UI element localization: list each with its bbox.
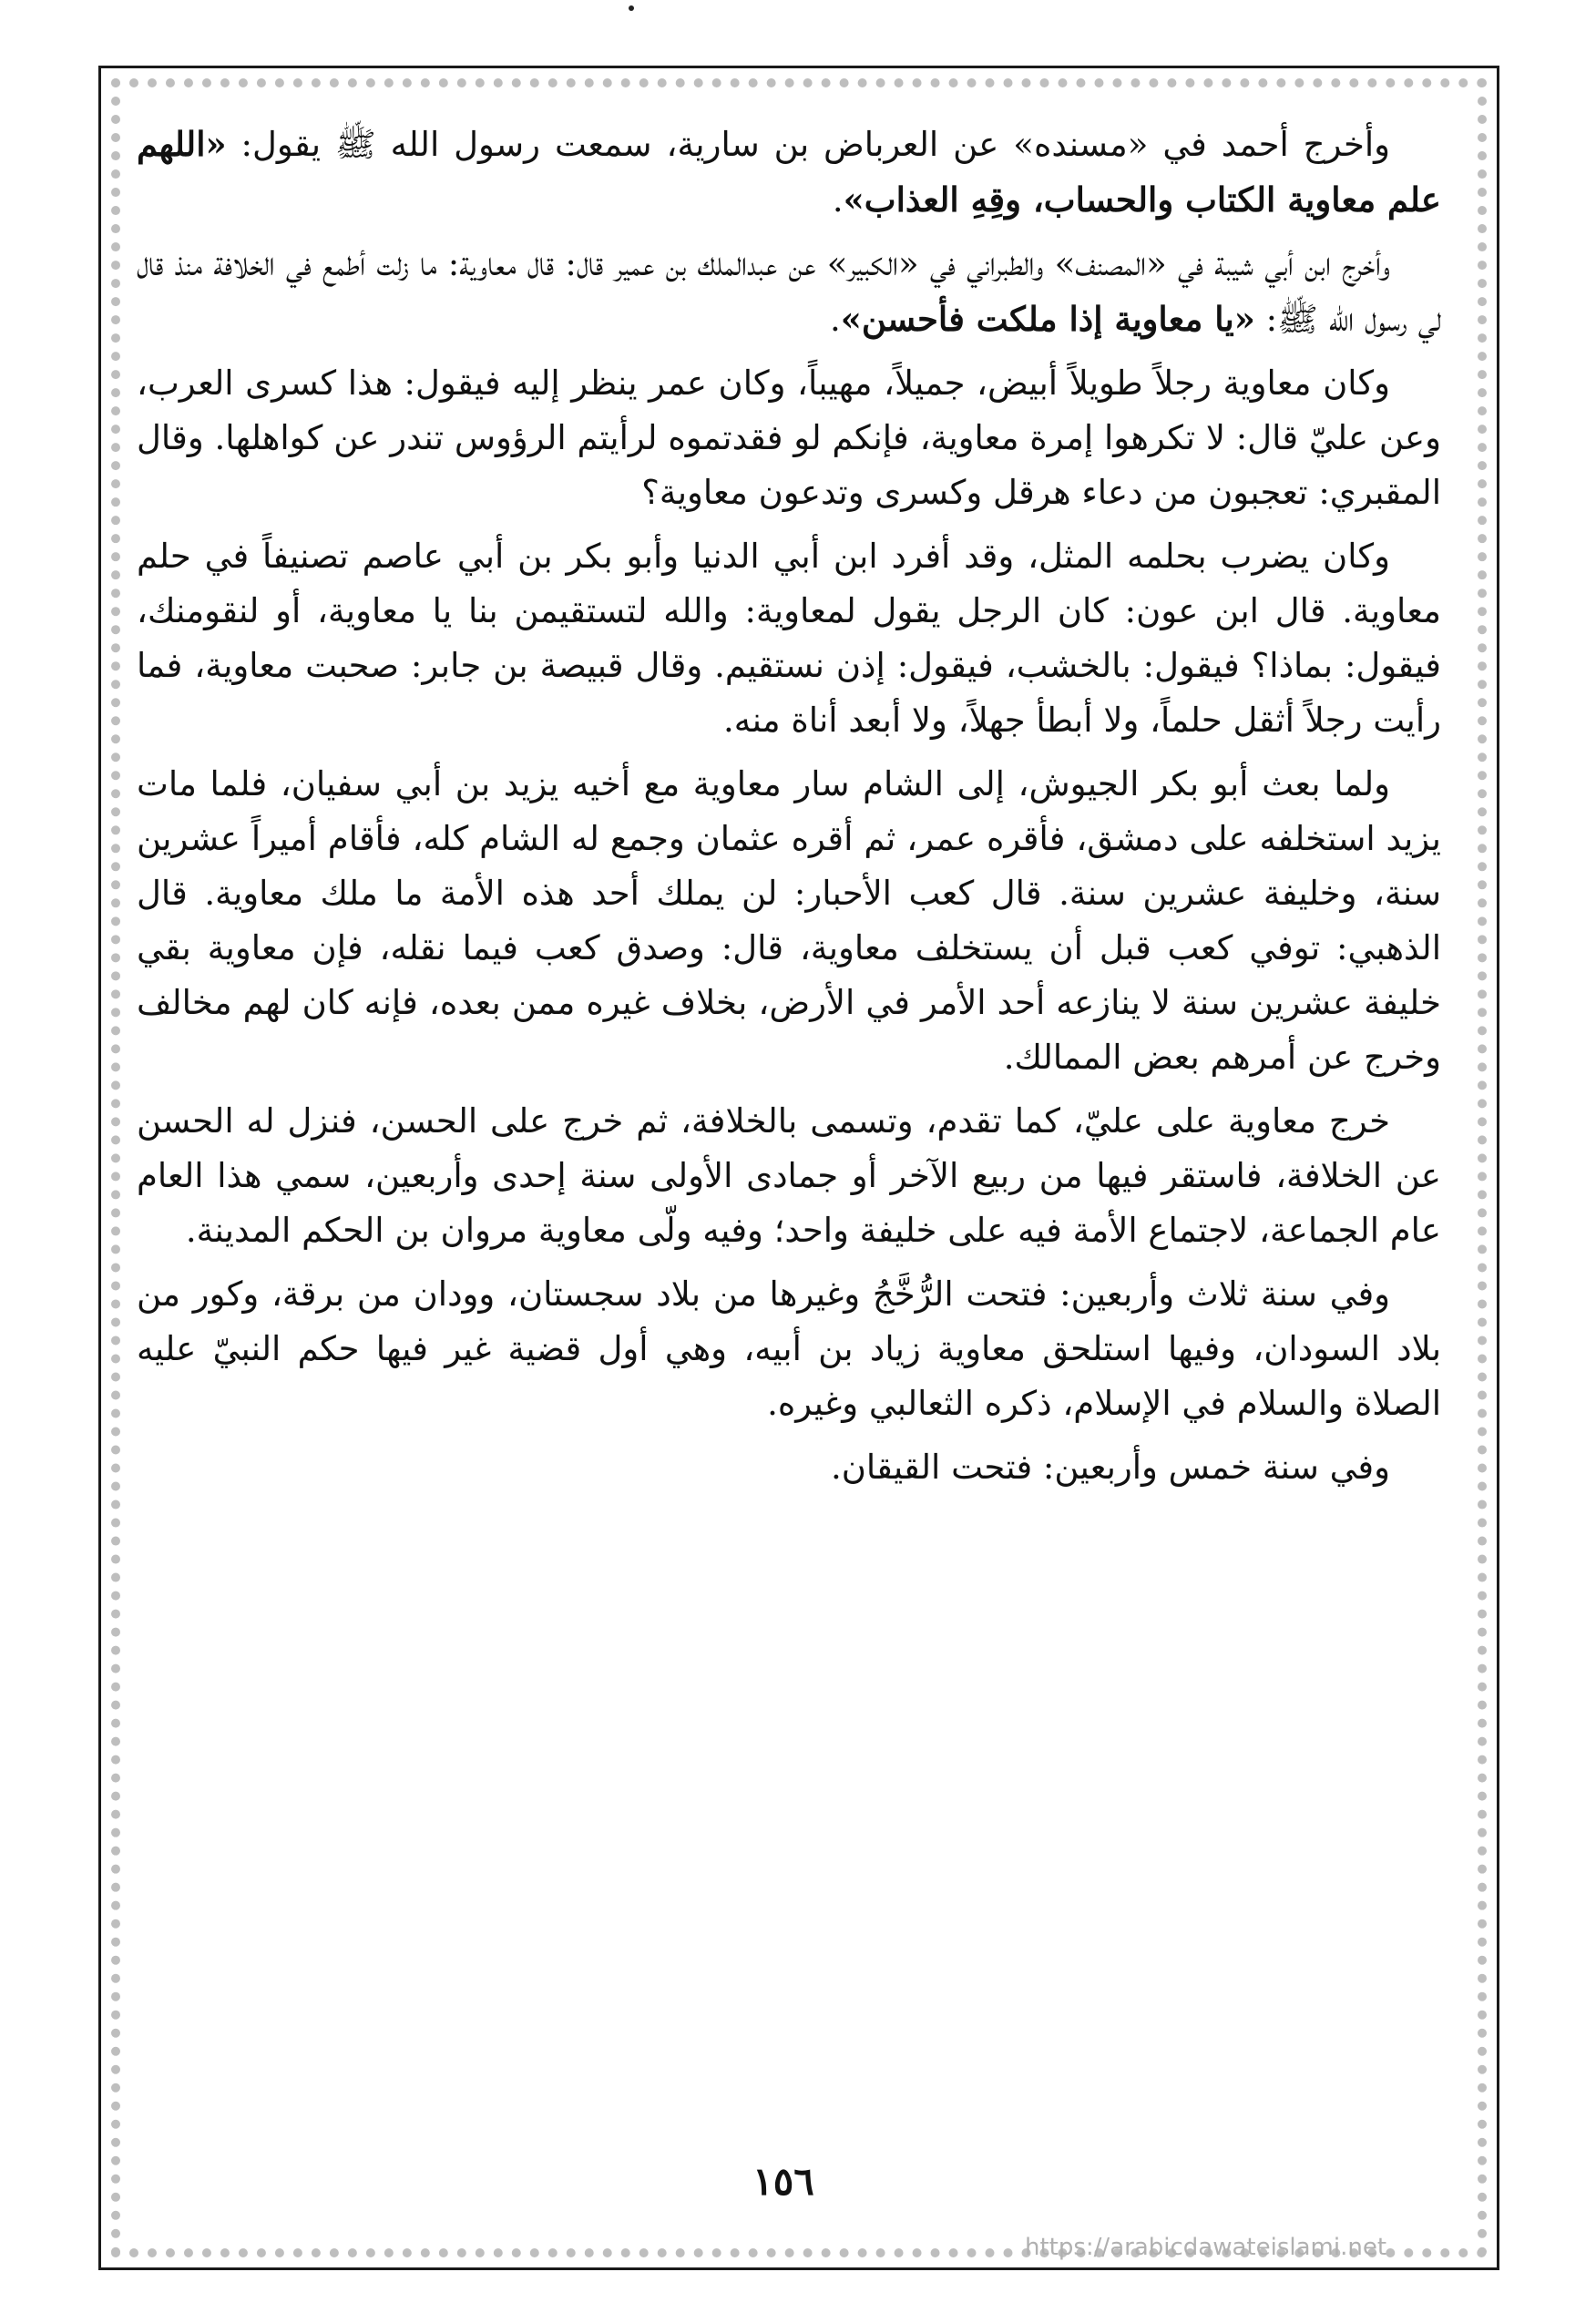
page-number: ١٥٦	[752, 2159, 814, 2204]
paragraph-5: ولما بعث أبو بكر الجيوش، إلى الشام سار معاوية مع أخيه يزيد بن أبي سفيان، فلما مات يزيد استخلفه على دمشق، فأقره عمر، ثم أقره عثمان وجمع له الشام كله، فأقام أميراً عشرين سنة، وخليفة عشرين سنة. قال كعب الأحبار: لن يملك أحد هذه الأمة ما ملك معاوية. قال الذهبي: توفي كعب قبل أن يستخلف معاوية، قال: وصدق كعب فيما نقله، فإن معاوية بقي خليفة عشرين سنة لا ينازعه أحد الأمر في الأرض، بخلاف غيره ممن بعده، فإنه كان لهم مخالف وخرج عن أمرهم بعض الممالك.	[137, 764, 1442, 1077]
paragraph-8: وفي سنة خمس وأربعين: فتحت القيقان.	[830, 1448, 1390, 1487]
body-text	[137, 117, 1441, 1504]
paragraph-1: وأخرج أحمد في «مسنده» عن العرباض بن سارية، سمعت رسول الله ﷺ يقول: «اللهم علم معاوية الكتاب والحساب، وقِهِ العذاب».	[137, 124, 1441, 220]
paragraph-7: وفي سنة ثلاث وأربعين: فتحت الرُّخَّجُ وغيرها من بلاد سجستان، وودان من برقة، وكور من بلاد السودان، وفيها استلحق معاوية زياد بن أبيه، وهي أول قضية غير فيها حكم النبيّ عليه الصلاة والسلام في الإسلام، ذكره الثعالبي وغيره.	[137, 1274, 1441, 1423]
paragraph-6: خرج معاوية على عليّ، كما تقدم، وتسمى بالخلافة، ثم خرج على الحسن، فنزل له الحسن عن الخلافة، فاستقر فيها من ربيع الآخر أو جمادى الأولى سنة إحدى وأربعين، سمي هذا العام عام الجماعة، لاجتماع الأمة فيه على خليفة واحد؛ وفيه ولّى معاوية مروان بن الحكم المدينة.	[137, 1101, 1441, 1250]
paragraph-4: وكان يضرب بحلمه المثل، وقد أفرد ابن أبي الدنيا وأبو بكر بن أبي عاصم تصنيفاً في حلم معاوية. قال ابن عون: كان الرجل يقول لمعاوية: والله لتستقيمن بنا يا معاوية، أو لنقومنك، فيقول: بماذا؟ فيقول: بالخشب، فيقول: إذن نستقيم. وقال قبيصة بن جابر: صحبت معاوية، فما رأيت رجلاً أثقل حلماً، ولا أبطأ جهلاً، ولا أبعد أناة منه.	[137, 537, 1441, 740]
paragraph-2: وأخرج ابن أبي شيبة في «المصنف» والطبراني في «الكبير» عن عبدالملك بن عمير قال: قال معاوية: ما زلت أطمع في الخلافة منذ قال لي رسول الله ﷺ: «يا معاوية إذا ملكت فأحسن».	[137, 244, 1441, 339]
ink-speck	[629, 5, 634, 11]
paragraph-3: وكان معاوية رجلاً طويلاً أبيض، جميلاً، مهيباً، وكان عمر ينظر إليه فيقول: هذا كسرى العرب، وعن عليّ قال: لا تكرهوا إمرة معاوية، فإنكم لو فقدتموه لرأيتم الرؤوس تندر عن كواهلها. وقال المقبري: تعجبون من دعاء هرقل وكسرى وتدعون معاوية؟	[137, 363, 1441, 512]
watermark-url: https://arabicdawateislami.net	[1025, 2234, 1387, 2261]
